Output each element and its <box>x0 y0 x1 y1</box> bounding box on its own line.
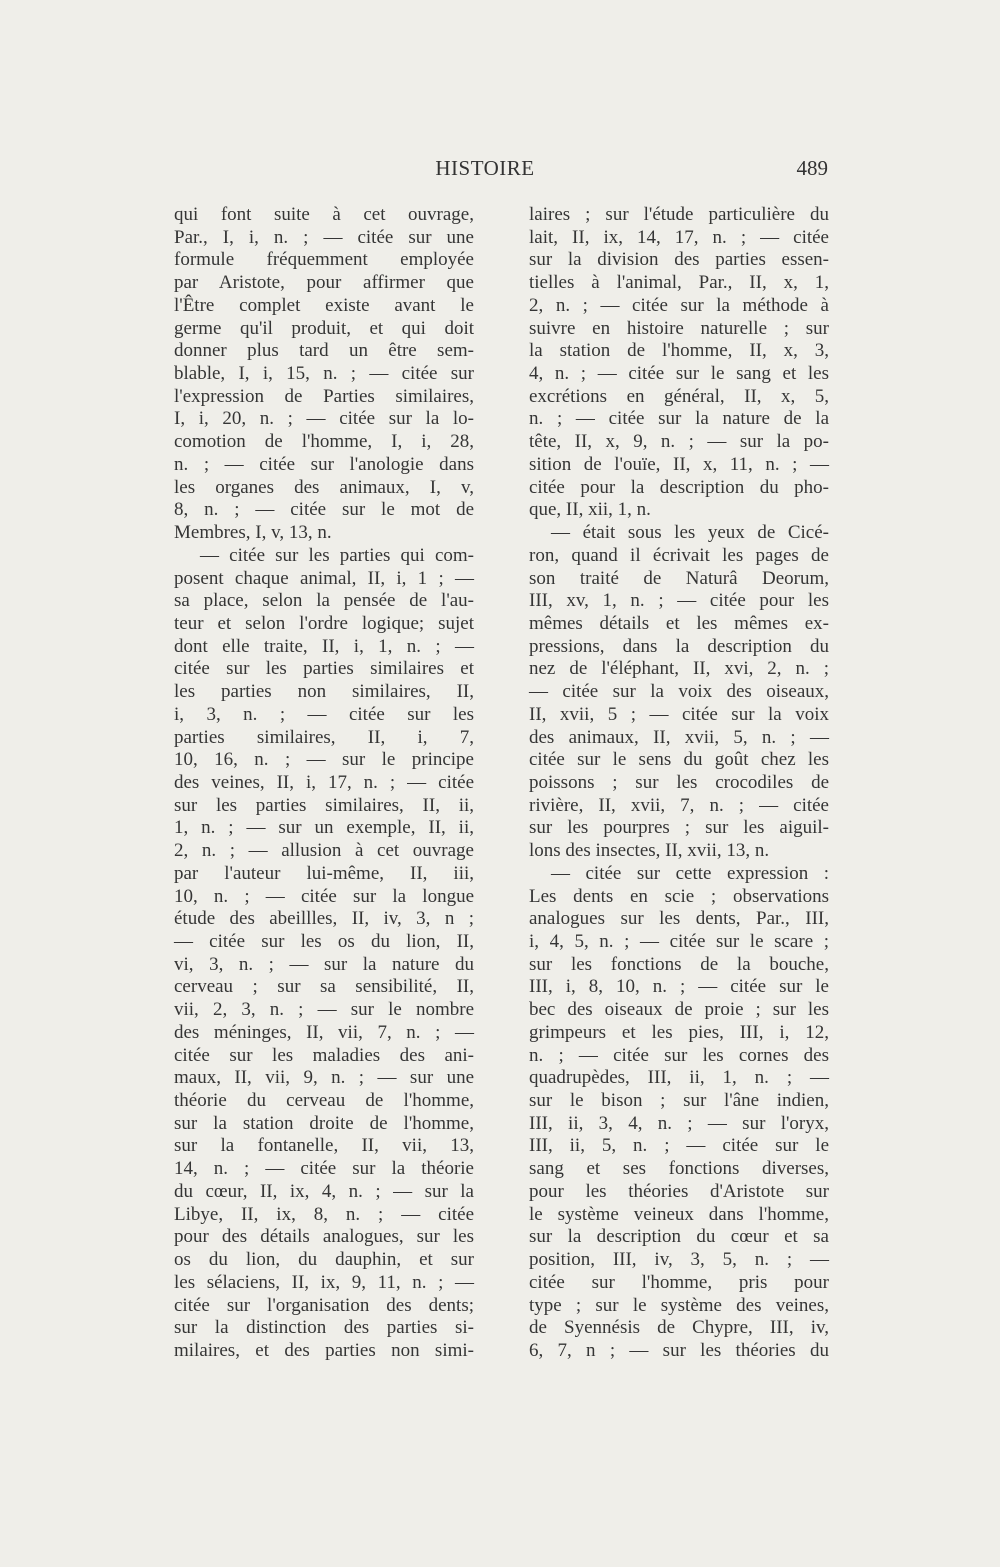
text-line: grimpeurs et les pies, III, i, 12, <box>529 1021 829 1043</box>
text-line: sur la distinction des parties si- <box>174 1317 474 1339</box>
running-head <box>0 156 1000 186</box>
text-line: des méninges, II, vii, 7, n. ; — <box>174 1021 474 1043</box>
text-line: os du lion, du dauphin, et sur <box>174 1249 474 1271</box>
text-line: les parties non similaires, II, <box>174 681 474 703</box>
text-line: I, i, 20, n. ; — citée sur la lo- <box>174 408 474 430</box>
text-line: citée pour la description du pho- <box>529 476 829 498</box>
text-line: les organes des animaux, I, v, <box>174 476 474 498</box>
text-line: i, 4, 5, n. ; — citée sur le scare ; <box>529 931 829 952</box>
text-line: sur la division des parties essen- <box>529 249 829 271</box>
text-line: 2, n. ; — citée sur la méthode à <box>529 294 829 316</box>
text-line: théorie du cerveau de l'homme, <box>174 1090 474 1112</box>
text-line: — citée sur les os du lion, II, <box>174 931 474 952</box>
text-line: 1, n. ; — sur un exemple, II, ii, <box>174 817 474 839</box>
text-line: suivre en histoire naturelle ; sur <box>529 317 829 339</box>
text-line: — citée sur les parties qui com- <box>200 544 474 566</box>
right-text-column <box>529 204 829 1363</box>
text-line: 6, 7, n ; — sur les théories du <box>529 1339 829 1361</box>
text-line: citée sur l'organisation des dents; <box>174 1294 474 1316</box>
text-line: dont elle traite, II, i, 1, n. ; — <box>174 635 474 657</box>
text-line: III, ii, 5, n. ; — citée sur le <box>529 1135 829 1157</box>
text-line: Libye, II, ix, 8, n. ; — citée <box>174 1203 474 1225</box>
text-line: l'Être complet existe avant le <box>174 294 474 316</box>
text-line: position, III, iv, 3, 5, n. ; — <box>529 1249 829 1271</box>
text-line: blable, I, i, 15, n. ; — citée sur <box>174 363 474 385</box>
text-line: citée sur le sens du goût chez les <box>529 749 829 771</box>
text-line: sur la station droite de l'homme, <box>174 1112 474 1134</box>
text-line: sur le bison ; sur l'âne indien, <box>529 1090 829 1112</box>
text-line: — était sous les yeux de Cicé- <box>551 522 829 544</box>
text-line: citée sur les maladies des ani- <box>174 1044 474 1066</box>
text-line: sur la description du cœur et sa <box>529 1226 829 1248</box>
running-title: HISTOIRE <box>435 156 535 180</box>
text-line: tête, II, x, 9, n. ; — sur la po- <box>529 431 829 453</box>
text-line: n. ; — citée sur la nature de la <box>529 408 829 430</box>
text-line: mêmes détails et les mêmes ex- <box>529 612 829 634</box>
text-line: — citée sur la voix des oiseaux, <box>529 681 829 703</box>
text-line: le système veineux dans l'homme, <box>529 1203 829 1225</box>
text-line: les sélaciens, II, ix, 9, 11, n. ; — <box>174 1271 474 1293</box>
text-line: milaires, et des parties non simi- <box>174 1339 474 1361</box>
left-text-column <box>174 204 474 1363</box>
text-line: ron, quand il écrivait les pages de <box>529 544 829 566</box>
text-line: — citée sur cette expression : <box>551 862 829 884</box>
text-line: analogues sur les dents, Par., III, <box>529 908 829 930</box>
text-line: 8, n. ; — citée sur le mot de <box>174 499 474 521</box>
text-line: sur la fontanelle, II, vii, 13, <box>174 1135 474 1157</box>
text-line: par Aristote, pour affirmer que <box>174 272 474 294</box>
page-number: 489 <box>796 156 828 180</box>
text-line: des veines, II, i, 17, n. ; — citée <box>174 771 474 793</box>
text-line: donner plus tard un être sem- <box>174 340 474 362</box>
text-line: étude des abeillles, II, iv, 3, n ; <box>174 908 474 930</box>
text-line: Par., I, i, n. ; — citée sur une <box>174 226 474 248</box>
text-line: III, xv, 1, n. ; — citée pour les <box>529 590 829 612</box>
text-line: poissons ; sur les crocodiles de <box>529 771 829 793</box>
text-line: 2, n. ; — allusion à cet ouvrage <box>174 840 474 862</box>
text-line: la station de l'homme, II, x, 3, <box>529 340 829 362</box>
text-line: teur et selon l'ordre logique; sujet <box>174 612 474 634</box>
text-line: de Syennésis de Chypre, III, iv, <box>529 1317 829 1339</box>
text-line: type ; sur le système des veines, <box>529 1294 829 1316</box>
text-line: lait, II, ix, 14, 17, n. ; — citée <box>529 226 829 248</box>
text-line: l'expression de Parties similaires, <box>174 385 474 407</box>
text-line: sur les fonctions de la bouche, <box>529 953 829 975</box>
text-line: sur les parties similaires, II, ii, <box>174 794 474 816</box>
text-line: parties similaires, II, i, 7, <box>174 726 474 748</box>
text-line: 14, n. ; — citée sur la théorie <box>174 1158 474 1180</box>
text-line: n. ; — citée sur les cornes des <box>529 1044 829 1066</box>
text-line: rivière, II, xvii, 7, n. ; — citée <box>529 794 829 816</box>
text-line: Membres, I, v, 13, n. <box>174 522 332 544</box>
text-line: citée sur l'homme, pris pour <box>529 1271 829 1293</box>
text-line: 10, n. ; — citée sur la longue <box>174 885 474 907</box>
text-line: 4, n. ; — citée sur le sang et les <box>529 363 829 385</box>
text-line: germe qu'il produit, et qui doit <box>174 317 474 339</box>
text-line: posent chaque animal, II, i, 1 ; — <box>174 567 474 589</box>
text-line: sition de l'ouïe, II, x, 11, n. ; — <box>529 453 829 475</box>
text-line: quadrupèdes, III, ii, 1, n. ; — <box>529 1067 829 1089</box>
text-line: sa place, selon la pensée de l'au- <box>174 590 474 612</box>
text-line: i, 3, n. ; — citée sur les <box>174 703 474 725</box>
text-line: du cœur, II, ix, 4, n. ; — sur la <box>174 1180 474 1202</box>
text-line: II, xvii, 5 ; — citée sur la voix <box>529 703 829 725</box>
text-line: nez de l'éléphant, II, xvi, 2, n. ; <box>529 658 829 680</box>
text-line: III, i, 8, 10, n. ; — citée sur le <box>529 976 829 998</box>
text-line: comotion de l'homme, I, i, 28, <box>174 431 474 453</box>
text-line: maux, II, vii, 9, n. ; — sur une <box>174 1067 474 1089</box>
text-line: vi, 3, n. ; — sur la nature du <box>174 953 474 975</box>
text-line: citée sur les parties similaires et <box>174 658 474 680</box>
text-line: laires ; sur l'étude particulière du <box>529 204 829 225</box>
text-line: que, II, xii, 1, n. <box>529 499 651 521</box>
text-line: par l'auteur lui-même, II, iii, <box>174 862 474 884</box>
text-line: n. ; — citée sur l'anologie dans <box>174 453 474 475</box>
text-line: sang et ses fonctions diverses, <box>529 1158 829 1180</box>
text-line: bec des oiseaux de proie ; sur les <box>529 999 829 1021</box>
text-line: des animaux, II, xvii, 5, n. ; — <box>529 726 829 748</box>
text-line: excrétions en général, II, x, 5, <box>529 385 829 407</box>
text-line: pressions, dans la description du <box>529 635 829 657</box>
text-line: vii, 2, 3, n. ; — sur le nombre <box>174 999 474 1021</box>
text-line: lons des insectes, II, xvii, 13, n. <box>529 840 770 862</box>
text-line: III, ii, 3, 4, n. ; — sur l'oryx, <box>529 1112 829 1134</box>
text-line: qui font suite à cet ouvrage, <box>174 204 474 225</box>
text-line: Les dents en scie ; observations <box>529 885 829 907</box>
text-line: pour des détails analogues, sur les <box>174 1226 474 1248</box>
text-line: tielles à l'animal, Par., II, x, 1, <box>529 272 829 294</box>
text-line: son traité de Naturâ Deorum, <box>529 567 829 589</box>
text-line: pour les théories d'Aristote sur <box>529 1180 829 1202</box>
text-line: 10, 16, n. ; — sur le principe <box>174 749 474 771</box>
text-line: cerveau ; sur sa sensibilité, II, <box>174 976 474 998</box>
text-line: sur les pourpres ; sur les aiguil- <box>529 817 829 839</box>
text-line: formule fréquemment employée <box>174 249 474 271</box>
